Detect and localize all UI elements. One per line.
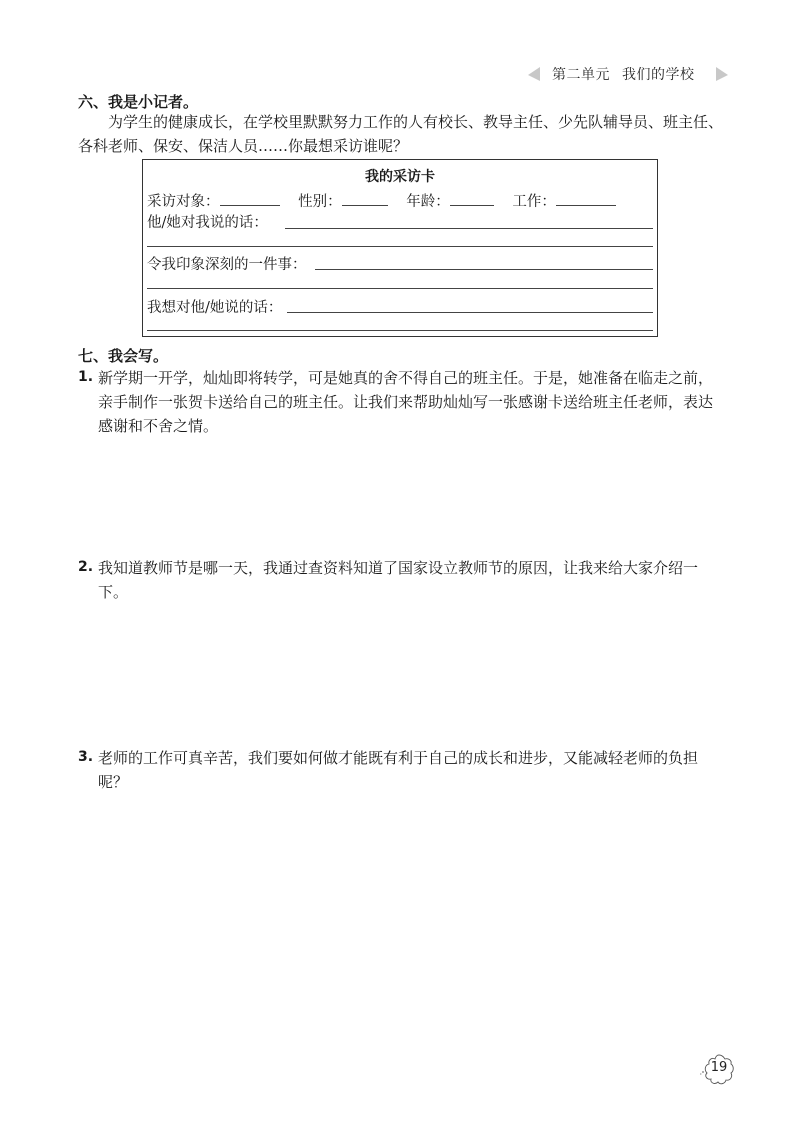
card-info-row — [147, 190, 630, 211]
answer-line[interactable] — [285, 228, 653, 229]
question-2 — [78, 556, 726, 604]
target-label: 采访对象： — [147, 194, 220, 210]
age-blank[interactable] — [450, 191, 494, 206]
running-header — [528, 64, 728, 84]
section-7-title: 七、我会写。 — [78, 347, 169, 365]
question-number: 2. — [78, 559, 94, 575]
prompt-impress: 令我印象深刻的一件事： — [147, 257, 307, 273]
page-number: 19 — [710, 1060, 728, 1075]
prompt-want: 我想对他/她说的话： — [147, 300, 283, 316]
question-number: 3. — [78, 749, 94, 765]
target-blank[interactable] — [220, 191, 280, 206]
answer-line[interactable] — [147, 330, 653, 331]
age-label: 年龄： — [406, 194, 450, 210]
job-blank[interactable] — [556, 191, 616, 206]
triangle-left-icon — [528, 67, 540, 81]
answer-line[interactable] — [315, 269, 653, 270]
job-label: 工作： — [512, 194, 556, 210]
interview-card — [142, 159, 658, 337]
gender-label: 性别： — [298, 194, 342, 210]
question-text: 新学期一开学，灿灿即将转学，可是她真的舍不得自己的班主任。于是，她准备在临走之前，亲手制作一张贺卡送给自己的班主任。让我们来帮助灿灿写一张感谢卡送给班主任老师，表达感谢和不舍之情。 — [98, 369, 714, 435]
question-text: 老师的工作可真辛苦，我们要如何做才能既有利于自己的成长和进步，又能减轻老师的负担呢？ — [98, 749, 699, 791]
question-number: 1. — [78, 369, 94, 385]
gender-blank[interactable] — [342, 191, 388, 206]
prompt-said: 他/她对我说的话： — [147, 215, 268, 231]
question-1 — [78, 366, 726, 438]
answer-line[interactable] — [287, 312, 653, 313]
page-number-badge — [700, 1050, 738, 1088]
header-text — [552, 64, 695, 84]
card-title: 我的采访卡 — [365, 169, 435, 185]
section-6-intro: 为学生的健康成长，在学校里默默努力工作的人有校长、教导主任、少先队辅导员、班主任、各科老师、保安、保洁人员……你最想采访谁呢？ — [78, 113, 724, 155]
triangle-right-icon — [716, 67, 728, 81]
question-3 — [78, 746, 726, 794]
unit-label: 第二单元 — [552, 67, 610, 83]
question-text: 我知道教师节是哪一天，我通过查资料知道了国家设立教师节的原因，让我来给大家介绍一下。 — [98, 559, 699, 601]
answer-line[interactable] — [147, 246, 653, 247]
section-6-title: 六、我是小记者。 — [78, 93, 199, 111]
answer-line[interactable] — [147, 288, 653, 289]
unit-title: 我们的学校 — [622, 67, 695, 83]
